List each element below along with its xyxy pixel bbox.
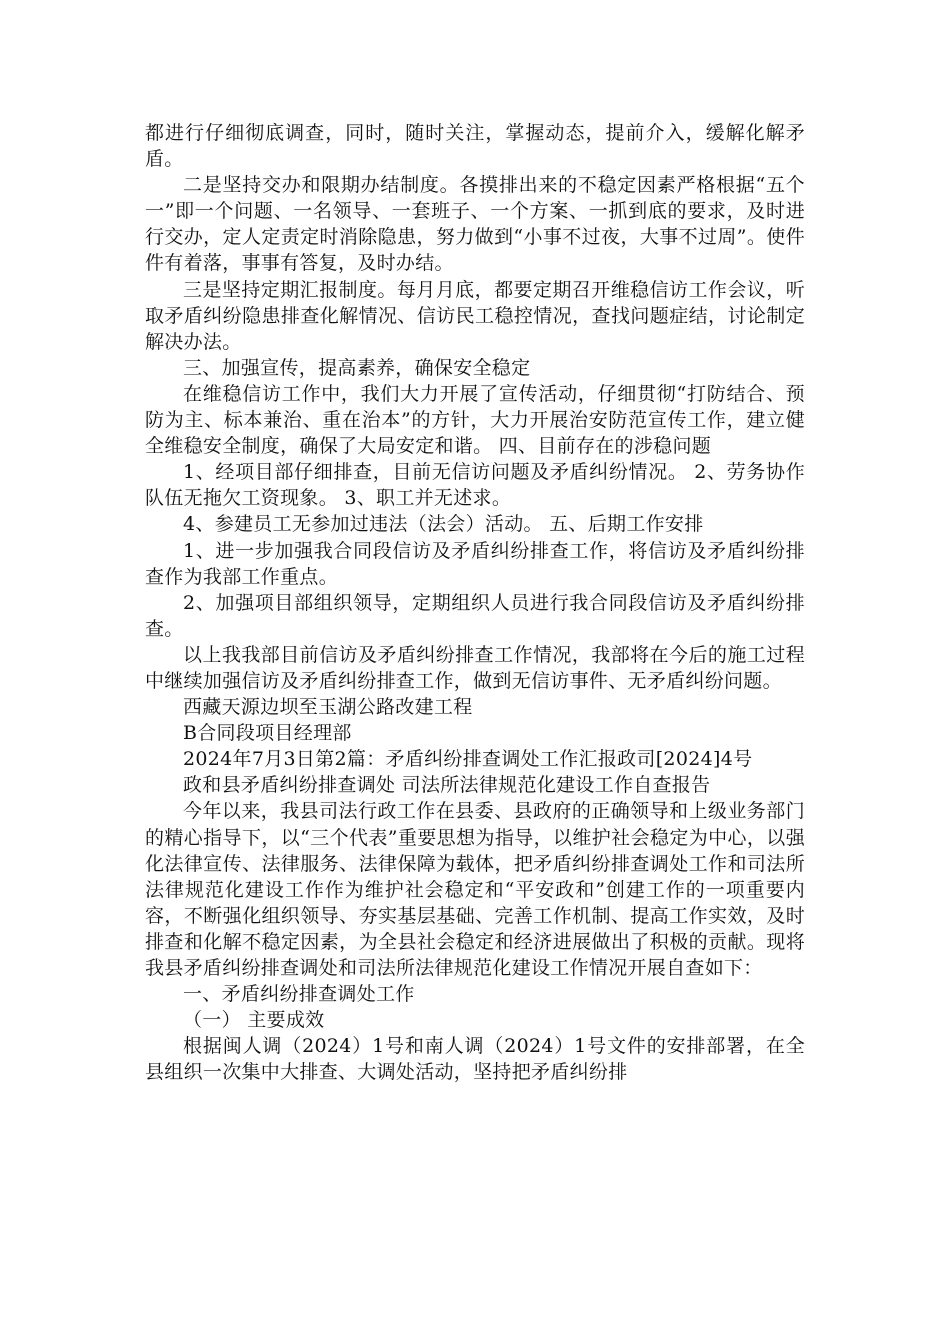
paragraph-6: 1、经项目部仔细排查，目前无信访问题及矛盾纠纷情况。 2、劳务协作队伍无拖欠工资现象。 3、职工并无述求。: [145, 461, 805, 510]
section-heading-3: 三、加强宣传，提高素养，确保安全稳定: [183, 356, 531, 379]
document-page: [145, 120, 805, 1085]
paragraph-3: 三是坚持定期汇报制度。每月月底，都要定期召开维稳信访工作会议，听取矛盾纠纷隐患排查化解情况、信访民工稳控情况，查找问题症结，讨论制定解决办法。: [145, 278, 805, 353]
paragraph-15: 今年以来，我县司法行政工作在县委、县政府的正确领导和上级业务部门的精心指导下，以“三个代表”重要思想为指导，以维护社会稳定为中心，以强化法律宣传、法律服务、法律保障为载体，把矛盾纠纷排查调处工作和司法所法律规范化建设工作作为维护社会稳定和“平安政和”创建工作的一项重要内容，不断强化组织领导、夯实基层基础、完善工作机制、提高工作实效，及时排查和化解不稳定因素，为全县社会稳定和经济进展做出了积极的贡献。现将我县矛盾纠纷排查调处和司法所法律规范化建设工作情况开展自查如下：: [145, 800, 805, 979]
signature-project: 西藏天源边坝至玉湖公路改建工程: [183, 696, 473, 719]
signature-department: B合同段项目经理部: [183, 722, 352, 745]
report-title: 政和县矛盾纠纷排查调处 司法所法律规范化建设工作自查报告: [183, 774, 711, 797]
paragraph-10: 以上我我部目前信访及矛盾纠纷排查工作情况，我部将在今后的施工过程中继续加强信访及矛盾纠纷排查工作，做到无信访事件、无矛盾纠纷问题。: [145, 643, 805, 692]
date-and-article-title: 2024年7月3日第2篇：矛盾纠纷排查调处工作汇报政司[2024]4号: [183, 748, 753, 771]
paragraph-8: 1、进一步加强我合同段信访及矛盾纠纷排查工作，将信访及矛盾纠纷排查作为我部工作重点。: [145, 539, 805, 588]
paragraph-2: 二是坚持交办和限期办结制度。各摸排出来的不稳定因素严格根据“五个一”即一个问题、一名领导、一套班子、一个方案、一抓到底的要求，及时进行交办，定人定责定时消除隐患，努力做到“小事不过夜，大事不过周”。使件件有着落，事事有答复，及时办结。: [145, 174, 805, 275]
paragraph-1: 都进行仔细彻底调查，同时，随时关注，掌握动态，提前介入，缓解化解矛盾。: [145, 122, 805, 171]
paragraph-7: 4、参建员工无参加过违法（法会）活动。 五、后期工作安排: [183, 513, 704, 536]
subsection-heading-1: （一） 主要成效: [183, 1009, 325, 1032]
paragraph-18: 根据闽人调（2024）1号和南人调（2024）1号文件的安排部署，在全县组织一次集中大排查、大调处活动，坚持把矛盾纠纷排: [145, 1035, 805, 1084]
section-heading-1: 一、矛盾纠纷排查调处工作: [183, 983, 415, 1006]
paragraph-9: 2、加强项目部组织领导，定期组织人员进行我合同段信访及矛盾纠纷排查。: [145, 591, 805, 640]
paragraph-5: 在维稳信访工作中，我们大力开展了宣传活动，仔细贯彻“打防结合、预防为主、标本兼治、重在治本”的方针，大力开展治安防范宣传工作，建立健全维稳安全制度，确保了大局安定和谐。 四、目前存在的涉稳问题: [145, 382, 805, 458]
